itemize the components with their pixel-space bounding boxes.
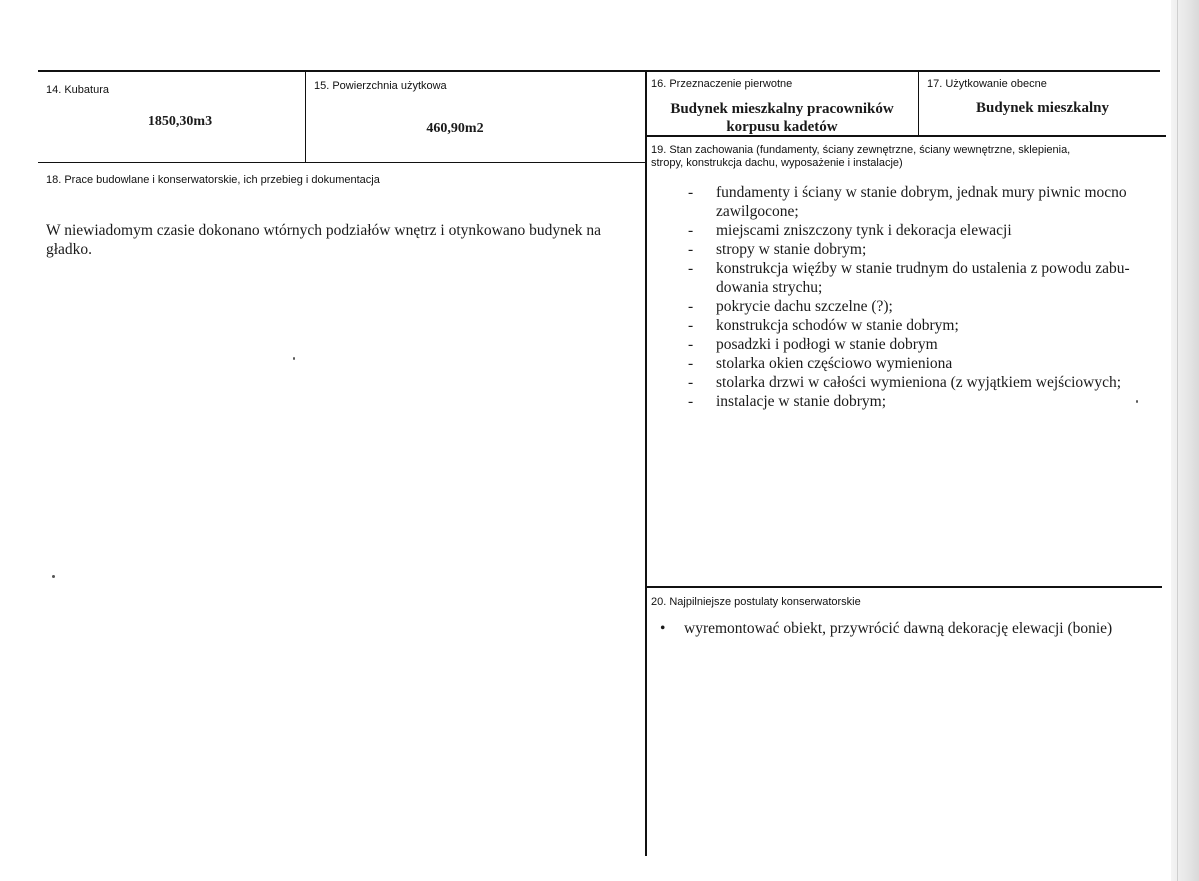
- condition-item: [688, 392, 1148, 411]
- dash-marker: -: [688, 241, 694, 258]
- condition-text-cont: zawilgocone;: [716, 203, 799, 220]
- condition-text: konstrukcja schodów w stanie dobrym;: [716, 317, 959, 334]
- field-18-text-line2: gładko.: [46, 241, 93, 258]
- top-rule: [38, 70, 1160, 72]
- dash-marker: -: [688, 260, 694, 277]
- dash-marker: -: [688, 374, 694, 391]
- field-15-label: 15. Powierzchnia użytkowa: [314, 80, 447, 92]
- field-20-label: 20. Najpilniejsze postulaty konserwatorskie: [651, 596, 861, 608]
- condition-text: konstrukcja więźby w stanie trudnym do ustalenia z powodu zabu-: [716, 260, 1130, 277]
- condition-text: posadzki i podłogi w stanie dobrym: [716, 336, 938, 353]
- divider-14-15: [305, 71, 306, 163]
- condition-item: [688, 259, 1148, 297]
- field-18-text-line1: W niewiadomym czasie dokonano wtórnych podziałów wnętrz i otynkowano budynek na: [46, 222, 601, 239]
- field-19-label-line1: 19. Stan zachowania (fundamenty, ściany zewnętrzne, ściany wewnętrzne, sklepienia,: [651, 144, 1071, 156]
- dash-marker: -: [688, 317, 694, 334]
- field-14-label: 14. Kubatura: [46, 84, 109, 96]
- condition-item: [688, 316, 1148, 335]
- rule-above-20: [646, 586, 1162, 588]
- field-19-list: [688, 183, 1148, 411]
- postulate-text: wyremontować obiekt, przywrócić dawną dekorację elewacji (bonie): [684, 620, 1113, 637]
- divider-16-17: [918, 71, 919, 136]
- scan-speck: [52, 575, 55, 578]
- condition-text: fundamenty i ściany w stanie dobrym, jednak mury piwnic mocno: [716, 184, 1127, 201]
- condition-item: [688, 240, 1148, 259]
- field-14-value: 1850,30m3: [147, 114, 213, 129]
- field-16-value-line2: korpusu kadetów: [726, 119, 838, 135]
- scan-speck: [1136, 400, 1138, 403]
- condition-item: [688, 373, 1148, 392]
- field-15-value: 460,90m2: [426, 121, 484, 136]
- condition-list: [688, 183, 1148, 411]
- field-17-label: 17. Użytkowanie obecne: [927, 78, 1047, 90]
- condition-item: [688, 297, 1148, 316]
- divider-15-16: [645, 71, 647, 856]
- condition-text: instalacje w stanie dobrym;: [716, 393, 887, 410]
- field-19-label-line2: stropy, konstrukcja dachu, wyposażenie i instalacje): [651, 157, 903, 169]
- field-20-item: [660, 619, 1112, 638]
- dash-marker: -: [688, 355, 694, 372]
- dash-marker: -: [688, 393, 694, 410]
- scan-edge: [1171, 0, 1199, 881]
- condition-text: stropy w stanie dobrym;: [716, 241, 867, 258]
- condition-text: stolarka drzwi w całości wymieniona (z wyjątkiem wejściowych;: [716, 374, 1122, 391]
- condition-item: [688, 183, 1148, 221]
- field-16-label: 16. Przeznaczenie pierwotne: [651, 78, 793, 90]
- bullet-marker: •: [660, 620, 666, 637]
- condition-item: [688, 335, 1148, 354]
- dash-marker: -: [688, 298, 694, 315]
- condition-item: [688, 221, 1148, 240]
- field-18-label: 18. Prace budowlane i konserwatorskie, ich przebieg i dokumentacja: [46, 174, 380, 186]
- condition-text: miejscami zniszczony tynk i dekoracja elewacji: [716, 222, 1012, 239]
- condition-text-cont: dowania strychu;: [716, 279, 823, 296]
- condition-item: [688, 354, 1148, 373]
- scan-speck: [293, 357, 295, 360]
- condition-text: stolarka okien częściowo wymieniona: [716, 355, 953, 372]
- dash-marker: -: [688, 184, 694, 201]
- rule-under-14-15: [38, 162, 646, 163]
- dash-marker: -: [688, 222, 694, 239]
- field-17-value: Budynek mieszkalny: [976, 100, 1109, 116]
- dash-marker: -: [688, 336, 694, 353]
- condition-text: pokrycie dachu szczelne (?);: [716, 298, 893, 315]
- field-16-value-line1: Budynek mieszkalny pracowników: [670, 101, 894, 117]
